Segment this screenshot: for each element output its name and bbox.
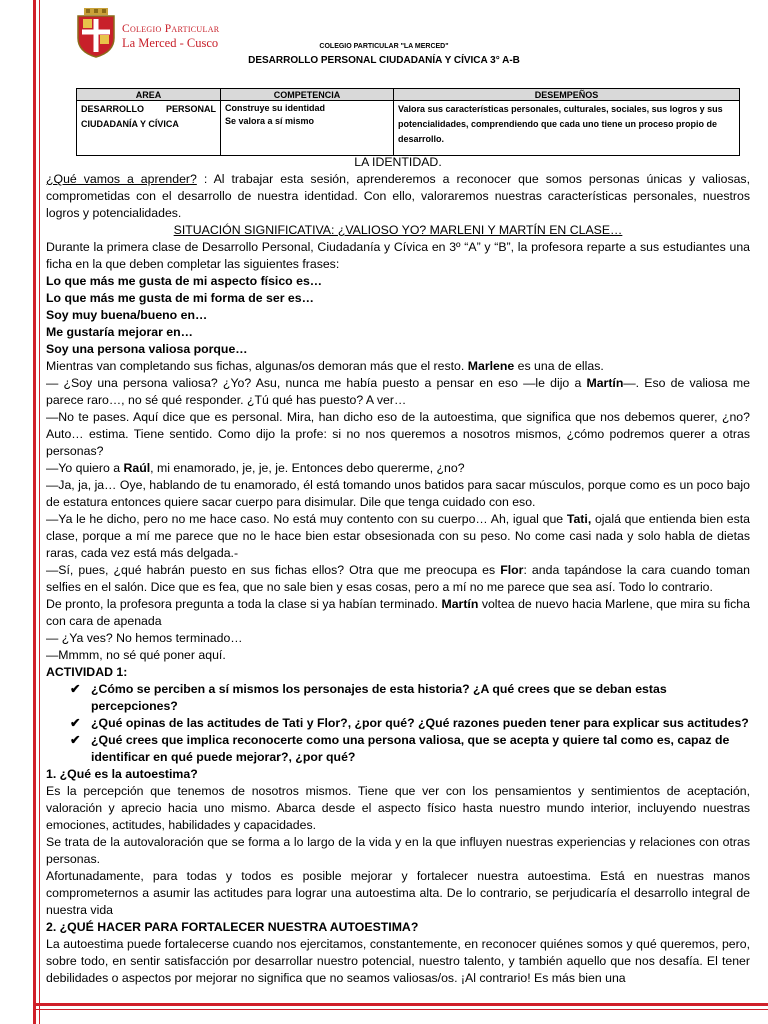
story-text: voltea de nuevo hacia Marlene, que mira su ficha con cara de apenada: [46, 597, 750, 628]
story-text: Mientras van completando sus fichas, algunas/os demoran más que el resto.: [46, 359, 468, 373]
learn-text: : Al trabajar esta sesión, aprenderemos a reconocer que somos personas únicas y valiosas, comprometidas con el desarrollo de nuestra identidad. Con ello, valoraremos nuestras características personales, nuestros logros y potencialidades.: [46, 172, 751, 220]
story-paragraph: —Ja, ja, ja… Oye, hablando de tu enamorado, él está tomando unos batidos para sacar músculos, porque como es un poco bajo de estatura entonces quiere sacar cuerpo para disimular. Dile que tenga cuidado con eso.: [46, 478, 750, 509]
activity-questions: [46, 681, 750, 766]
logo-line-2: La Merced - Cusco: [122, 36, 219, 50]
section-1-paragraph: Es la percepción que tenemos de nosotros mismos. Tiene que ver con los pensamientos y sentimientos de aceptación, valoración y aprecio hacia uno mismo. Abarca desde el aspecto físico hasta nuestro mundo interior, incluyendo nuestras emociones, actitudes, habilidades y capacidades.: [46, 784, 750, 832]
list-item: [46, 732, 750, 766]
checkmark-icon: ✔: [70, 682, 81, 696]
page-border-left: [33, 0, 36, 1024]
question-text: ¿Qué opinas de las actitudes de Tati y Flor?, ¿por qué? ¿Qué razones pueden tener para explicar sus actitudes?: [91, 716, 749, 730]
character-name: Raúl: [123, 461, 151, 475]
character-name: Marlene: [467, 359, 515, 373]
section-1-paragraph: Se trata de la autovaloración que se forma a lo largo de la vida y en la que influyen nuestras experiencias y relaciones con otras personas.: [46, 835, 750, 866]
checkmark-icon: ✔: [70, 733, 81, 747]
question-text: ¿Cómo se perciben a sí mismos los personajes de esta historia? ¿A qué crees que se deban estas percepciones?: [91, 682, 667, 713]
character-name: Flor: [500, 563, 524, 577]
character-name: Tati,: [566, 512, 592, 526]
story-text: : anda tapándose la cara cuando toman selfies en el salón. Dice que es fea, que no sale bien y esas cosas, pero a mí no me parece que sea así. Todo lo contrario.: [46, 563, 751, 594]
cell-desempenos: Valora sus características personales, culturales, sociales, sus logros y sus potencialidades, comprendiendo que cada uno tiene un proceso propio de desarrollo.: [394, 101, 740, 156]
page-title: LA IDENTIDAD.: [354, 155, 442, 169]
page-border-left-inner: [39, 0, 40, 1024]
phrase: Soy una persona valiosa porque…: [46, 342, 248, 356]
story-paragraph: [46, 562, 750, 596]
story-text: —Sí, pues, ¿qué habrán puesto en sus fichas ellos? Otra que me preocupa es: [46, 563, 501, 577]
story-paragraph: [46, 511, 750, 562]
section-1-paragraph: Afortunadamente, para todas y todos es posible mejorar y fortalecer nuestra autoestima. Está en nuestras manos comprometernos a asumir las actitudes para lograr una autoestima alta. De lo contrario, se perjudicaría el desarrollo integral de nuestra vida: [46, 869, 750, 917]
story-text: , mi enamorado, je, je, je. Entonces debo quererme, ¿no?: [150, 461, 465, 475]
story-text: — ¿Soy una persona valiosa? ¿Yo? Asu, nunca me había puesto a pensar en eso —le dijo a: [46, 376, 587, 390]
story-text: ojalá que entienda bien esta clase, porque a mí me parece que no le hace bien estar obsesionada con su peso. No come casi nada y solo habla de dietas raras, cada vez está más delgada.-: [46, 512, 750, 560]
story-text: —Ya le he dicho, pero no me hace caso. No está muy contento con su cuerpo… Ah, igual que: [46, 512, 567, 526]
story-paragraph: [46, 596, 750, 630]
section-2-title: 2. ¿QUÉ HACER PARA FORTALECER NUESTRA AUTOESTIMA?: [46, 920, 419, 934]
document-body: [46, 154, 750, 987]
story-text: —. Eso de valiosa me parece raro…, no sé qué responder. ¿Tú qué has puesto? A ver…: [46, 376, 750, 407]
story-text: es una de ellas.: [514, 359, 604, 373]
header-desempenos: DESEMPEÑOS: [394, 89, 740, 101]
activity-title: ACTIVIDAD 1:: [46, 665, 128, 679]
story-paragraph: —No te pases. Aquí dice que es personal. Mira, han dicho eso de la autoestima, que significa que nos debemos querer, ¿no? Auto… estima. Tiene sentido. Como dijo la profe: si no nos queremos a nosotros mismos, ¿cómo podremos querer a otras personas?: [46, 410, 750, 458]
learn-paragraph: [46, 171, 750, 222]
character-name: Martín: [441, 597, 479, 611]
story-paragraph: [46, 375, 750, 409]
list-item: [46, 681, 750, 715]
school-header: COLEGIO PARTICULAR "LA MERCED": [319, 43, 449, 50]
header-competencia: COMPETENCIA: [221, 89, 394, 101]
phrase: Lo que más me gusta de mi aspecto físico es…: [46, 274, 323, 288]
character-name: Martín: [586, 376, 624, 390]
checkmark-icon: ✔: [70, 716, 81, 730]
cell-area: DESARROLLO PERSONAL CIUDADANÍA Y CÍVICA: [77, 101, 221, 156]
school-crest-icon: [76, 8, 116, 58]
page-border-bottom: [33, 1003, 768, 1006]
cell-competencia: [221, 101, 394, 156]
course-header: DESARROLLO PERSONAL CIUDADANÍA Y CÍVICA 3° A-B: [248, 55, 520, 66]
story-paragraph: [46, 460, 750, 477]
intro-paragraph: Durante la primera clase de Desarrollo Personal, Ciudadanía y Cívica en 3º “A” y “B”, la profesora reparte a sus estudiantes una ficha en la que deben completar las siguientes frases:: [46, 240, 750, 271]
page-border-bottom-inner: [33, 1009, 768, 1010]
info-table: [76, 88, 740, 156]
logo-line-1: Colegio Particular: [122, 23, 220, 35]
section-2-paragraph: La autoestima puede fortalecerse cuando nos ejercitamos, constantemente, en reconocer quiénes somos y qué queremos, pero, sobre todo, en sentir satisfacción por desarrollar nuestro potencial, nuestro talento, y también aquello que nos desafía. El tener debilidades o aspectos por mejorar no significa que no seamos valiosas/os. ¡Al contrario! Es más bien una: [46, 937, 750, 985]
story-text: —Yo quiero a: [46, 461, 124, 475]
section-1-title: 1. ¿Qué es la autoestima?: [46, 767, 198, 781]
header-area: AREA: [77, 89, 221, 101]
question-text: ¿Qué crees que implica reconocerte como una persona valiosa, que se acepta y quiere tal como es, capaz de identificar en qué puede mejorar?, ¿por qué?: [91, 733, 730, 764]
phrase: Lo que más me gusta de mi forma de ser es…: [46, 291, 314, 305]
situation-title: SITUACIÓN SIGNIFICATIVA: ¿VALIOSO YO? MARLENI Y MARTÍN EN CLASE…: [173, 223, 623, 237]
phrase: Soy muy buena/bueno en…: [46, 308, 208, 322]
competencia-2: Se valora a sí mismo: [225, 116, 315, 126]
story-paragraph: —Mmmm, no sé qué poner aquí.: [46, 648, 226, 662]
phrase: Me gustaría mejorar en…: [46, 325, 193, 339]
learn-label: ¿Qué vamos a aprender?: [46, 172, 197, 186]
story-paragraph: [46, 358, 750, 375]
list-item: [46, 715, 750, 732]
story-paragraph: — ¿Ya ves? No hemos terminado…: [46, 631, 243, 645]
competencia-1: Construye su identidad: [225, 103, 326, 113]
story-text: De pronto, la profesora pregunta a toda la clase si ya habían terminado.: [46, 597, 442, 611]
